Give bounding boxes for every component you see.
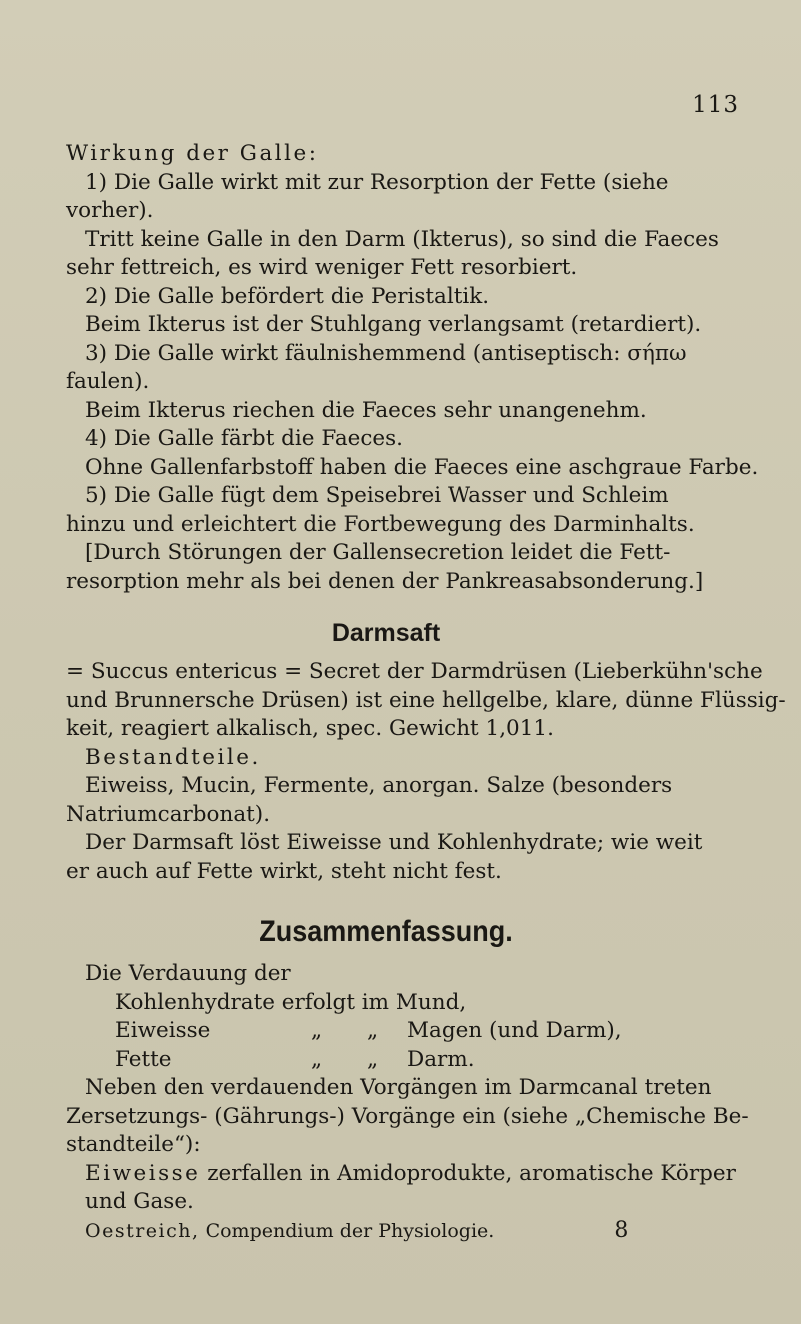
- summary-cell: „: [311, 1046, 323, 1072]
- text-line: 2) Die Galle befördert die Peristaltik.: [85, 283, 490, 309]
- text-line: Eiweiss, Mucin, Fermente, anorgan. Salze (besonders: [85, 773, 673, 798]
- text-line: 3) Die Galle wirkt fäulnishemmend (antiseptisch: σήπω: [85, 340, 687, 366]
- summary-cell: Magen (und Darm),: [407, 1018, 622, 1043]
- text-line: resorption mehr als bei denen der Pankreasabsonderung.]: [66, 568, 704, 594]
- text-line: 4) Die Galle färbt die Faeces.: [85, 426, 403, 451]
- summary-cell: „: [367, 1046, 379, 1072]
- text-line: Tritt keine Galle in den Darm (Ikterus), so sind die Faeces: [85, 226, 719, 252]
- text-line: Zersetzungs- (Gährungs-) Vorgänge ein (siehe „Chemische Be-: [66, 1103, 749, 1129]
- summary-cell: „: [311, 1018, 323, 1043]
- text-line: = Succus entericus = Secret der Darmdrüsen (Lieberkühn'sche: [66, 659, 763, 684]
- summary-cell: „: [367, 1018, 379, 1043]
- text-line: [Durch Störungen der Gallensecretion leidet die Fett-: [85, 540, 671, 565]
- page-number: 113: [692, 92, 739, 118]
- subheading-bestandteile: Bestandteile.: [85, 744, 261, 770]
- page-body: [66, 140, 786, 1245]
- signature-mark: 8: [614, 1217, 629, 1243]
- text-line: Ohne Gallenfarbstoff haben die Faeces eine aschgraue Farbe.: [85, 454, 759, 480]
- text-line: standteile“):: [66, 1132, 201, 1157]
- page-footer: [66, 1217, 706, 1245]
- text-line: faulen).: [66, 369, 150, 394]
- text-line: und Brunnersche Drüsen) ist eine hellgelbe, klare, dünne Flüssig-: [66, 687, 786, 713]
- text-line: Der Darmsaft löst Eiweisse und Kohlenhydrate; wie weit: [85, 830, 703, 855]
- summary-cell: Fette: [115, 1046, 172, 1072]
- section-title-wirkung: Wirkung der Galle:: [66, 141, 319, 166]
- text-line: Die Verdauung der: [85, 961, 291, 986]
- term-eiweisse: Eiweisse: [85, 1160, 201, 1186]
- text-line: vorher).: [66, 198, 154, 223]
- heading-darmsaft: Darmsaft: [331, 619, 441, 647]
- text-line: Kohlenhydrate erfolgt im Mund,: [115, 989, 467, 1015]
- text-line: Natriumcarbonat).: [66, 801, 271, 827]
- text-line: keit, reagiert alkalisch, spec. Gewicht 1,011.: [66, 716, 554, 741]
- heading-zusammenfassung: Zusammenfassung.: [259, 915, 513, 948]
- text-line: 1) Die Galle wirkt mit zur Resorption der Fette (siehe: [85, 169, 669, 195]
- summary-cell: Eiweisse: [115, 1018, 211, 1043]
- footer-title: Compendium der Physiologie.: [199, 1219, 495, 1242]
- text-line: und Gase.: [85, 1189, 194, 1214]
- summary-row-fette: [66, 1046, 706, 1075]
- summary-row-eiweisse: [66, 1017, 706, 1046]
- text-line: Eiweisse zerfallen in Amidoprodukte, aromatische Körper: [85, 1160, 736, 1186]
- text-line: er auch auf Fette wirkt, steht nicht fest.: [66, 858, 502, 884]
- text-line: hinzu und erleichtert die Fortbewegung des Darminhalts.: [66, 511, 695, 537]
- text-line: sehr fettreich, es wird weniger Fett resorbiert.: [66, 255, 578, 280]
- text-line: Beim Ikterus riechen die Faeces sehr unangenehm.: [85, 397, 647, 423]
- text-line: Beim Ikterus ist der Stuhlgang verlangsamt (retardiert).: [85, 312, 702, 337]
- summary-cell: Darm.: [407, 1046, 475, 1072]
- text-line: 5) Die Galle fügt dem Speisebrei Wasser und Schleim: [85, 483, 669, 508]
- footer-author: Oestreich,: [85, 1219, 200, 1242]
- text-line: Neben den verdauenden Vorgängen im Darmcanal treten: [85, 1075, 712, 1100]
